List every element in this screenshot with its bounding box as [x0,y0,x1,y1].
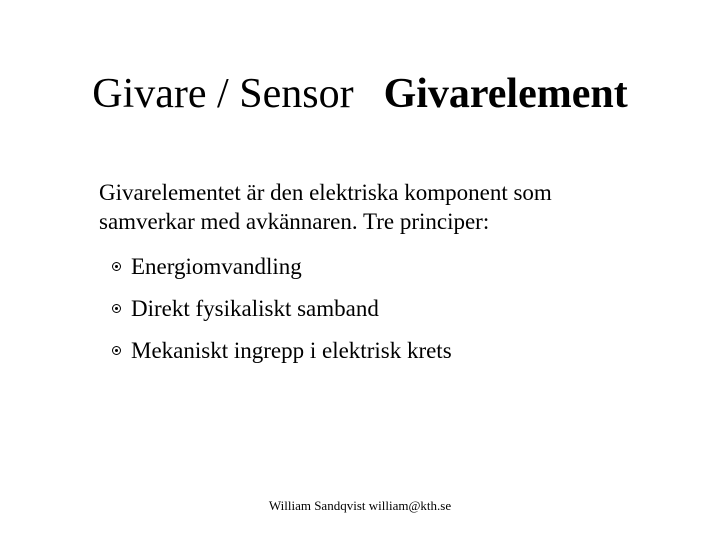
bullet-icon [112,346,121,355]
intro-paragraph [99,178,659,236]
intro-line-2: samverkar med avkännaren. Tre principer: [99,209,490,234]
title-part-1: Givare / Sensor [92,71,354,117]
intro-line-1: Givarelementet är den elektriska komponent som [99,180,552,205]
list-item-text: Direkt fysikaliskt samband [131,295,379,321]
list-item-text: Mekaniskt ingrepp i elektrisk krets [131,337,452,363]
slide-footer: William Sandqvist william@kth.se [268,498,452,513]
list-item [112,252,452,281]
list-item [112,336,452,365]
title-part-2: Givarelement [383,71,628,117]
list-item-text: Energiomvandling [131,253,302,279]
bullet-icon [112,304,121,313]
principles-list [112,252,452,378]
bullet-icon [112,262,121,271]
slide-title [0,66,720,122]
list-item [112,294,452,323]
